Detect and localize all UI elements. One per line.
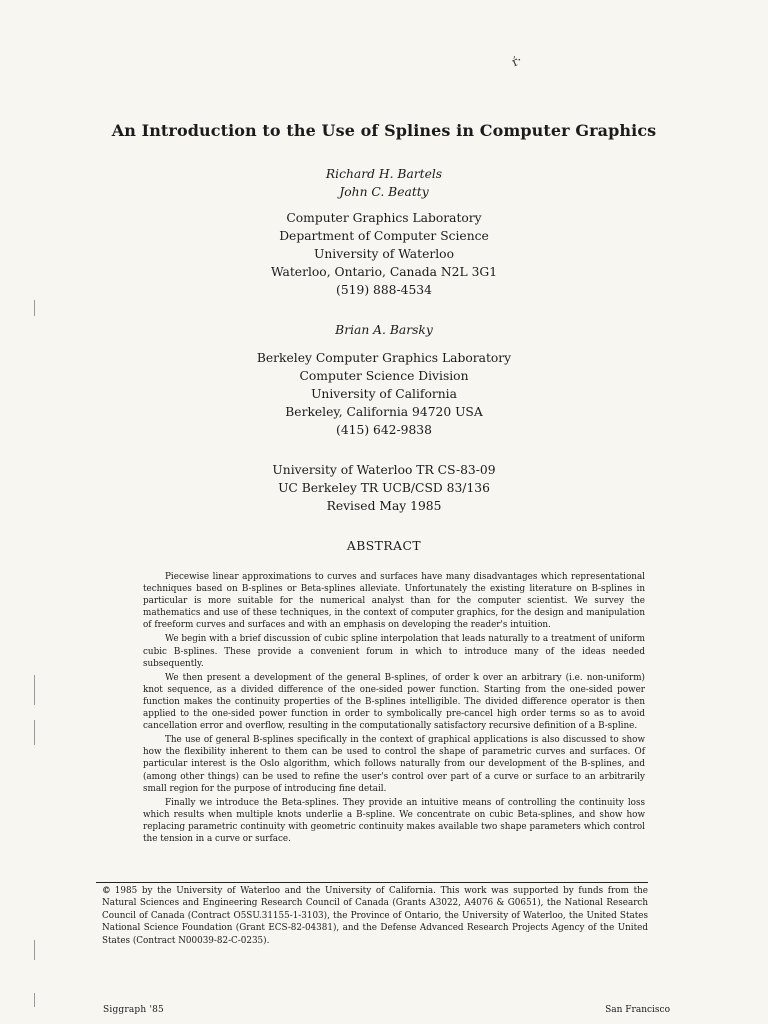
author-name: Richard H. Bartels bbox=[325, 167, 443, 181]
scan-mark bbox=[34, 993, 35, 1007]
affiliation-block-1 bbox=[0, 209, 768, 299]
author-list-1 bbox=[0, 165, 768, 201]
footer-location: San Francisco bbox=[605, 1005, 670, 1015]
author-list-2 bbox=[0, 321, 768, 339]
abstract-heading: ABSTRACT bbox=[346, 539, 422, 553]
affiliation-line: Waterloo, Ontario, Canada N2L 3G1 bbox=[270, 265, 498, 279]
copyright-symbol: © bbox=[102, 886, 111, 896]
scan-mark bbox=[34, 300, 35, 316]
abstract-paragraph: Piecewise linear approximations to curves and surfaces have many disadvantages which representational techniques based on B-splines or Beta-splines alleviate. Unfortunately the existing literature on B-splines in particular is more suitable for the numerical analyst than for the computer scientist. We survey the mathematics and use of these techniques, in the context of computer graphics, for the design and manipulation of freeform curves and surfaces and with an emphasis on developing the reader's intuition. bbox=[143, 572, 645, 631]
abstract-paragraph: Finally we introduce the Beta-splines. They provide an intuitive means of controlling the continuity loss which results when multiple knots underlie a B-spline. We concentrate on cubic Beta-splines, and show how replacing parametric continuity with geometric continuity makes available two shape parameters which control the tension in a curve or surface. bbox=[143, 797, 645, 844]
scan-mark bbox=[34, 940, 35, 960]
pen-mark: ŕ· bbox=[509, 52, 525, 70]
abstract-paragraph: The use of general B-splines specifically in the context of graphical applications is also discussed to show how the flexibility inherent to them can be used to control the shape of parametric curves and surfaces. Of particular interest is the Oslo algorithm, which follows naturally from our development of the B-splines, and (among other things) can be used to refine the user's control over part of a curve or surface to an arbitrarily small region for the purpose of introducing fine detail. bbox=[143, 735, 645, 794]
report-line: University of Waterloo TR CS-83-09 bbox=[272, 463, 496, 477]
affiliation-line: Berkeley Computer Graphics Laboratory bbox=[256, 351, 512, 365]
author-name: Brian A. Barsky bbox=[335, 323, 433, 337]
scan-mark bbox=[34, 675, 35, 705]
paper-title: An Introduction to the Use of Splines in Computer Graphics bbox=[111, 121, 657, 140]
affiliation-line: Computer Graphics Laboratory bbox=[286, 211, 482, 225]
footnote-text: 1985 by the University of Waterloo and the University of California. This work was supported by funds from the Natural Sciences and Engineering Research Council of Canada (Grants A3022, A4076 & G0651), the National Research Council of Canada (Contract O5SU.31155-1-3103), the Province of Ontario, the University of Waterloo, the United States National Science Foundation (Grant ECS-82-04381), and the Defense Advanced Research Projects Agency of the United States (Contract N00039-82-C-0235). bbox=[102, 886, 648, 946]
affiliation-line: Berkeley, California 94720 USA bbox=[285, 405, 483, 419]
footer-venue: Siggraph '85 bbox=[103, 1005, 164, 1015]
author-name: John C. Beatty bbox=[339, 185, 429, 199]
affiliation-line: Computer Science Division bbox=[299, 369, 469, 383]
affiliation-block-2 bbox=[0, 349, 768, 439]
report-date: Revised May 1985 bbox=[326, 499, 442, 513]
abstract-body bbox=[143, 571, 645, 847]
report-line: UC Berkeley TR UCB/CSD 83/136 bbox=[278, 481, 490, 495]
affiliation-line: University of California bbox=[311, 387, 457, 401]
report-info bbox=[0, 461, 768, 515]
abstract-paragraph: We begin with a brief discussion of cubic spline interpolation that leads naturally to a treatment of uniform cubic B-splines. These provide a convenient forum in which to introduce many of the ideas needed subsequently. bbox=[143, 634, 645, 669]
copyright-footnote bbox=[102, 885, 648, 947]
affiliation-line: University of Waterloo bbox=[314, 247, 454, 261]
abstract-paragraph: We then present a development of the general B-splines, of order k over an arbitrary (i.e. non-uniform) knot sequence, as a divided difference of the one-sided power function. Starting from the one-sided power function makes the continuity properties of the B-splines intelligible. The divided difference operator is then applied to the one-sided power function in order to symbolically pre-cancel high order terms so as to avoid cancellation error and overflow, resulting in the computationally satisfactory recursive definition of a B-spline. bbox=[143, 672, 645, 732]
affiliation-phone: (415) 642-9838 bbox=[336, 423, 432, 437]
affiliation-phone: (519) 888-4534 bbox=[336, 283, 432, 297]
affiliation-line: Department of Computer Science bbox=[279, 229, 489, 243]
scan-mark bbox=[34, 720, 35, 745]
footnote-divider bbox=[96, 882, 648, 883]
